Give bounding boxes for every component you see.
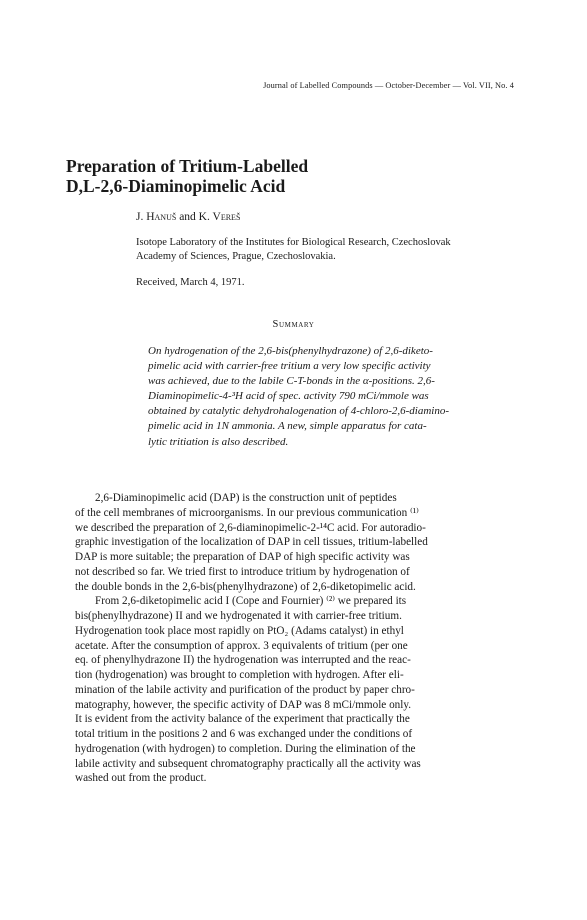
body-line: acetate. After the consumption of approx. 3 equivalents of tritium (per one [75,639,408,652]
author-2-initial: K. V [198,211,221,223]
author-1-initial: J. H [136,211,155,223]
body-line: we described the preparation of 2,6-diaminopimelic-2-¹⁴C acid. For autoradio- [75,521,426,534]
abstract-line: obtained by catalytic dehydrohalogenation of 4-chloro-2,6-diamino- [148,405,450,418]
body-line: graphic investigation of the localization of DAP in cell tissues, tritium-labelled [75,536,428,549]
body-text [75,491,513,786]
body-line: bis(phenylhydrazone) II and we hydrogenated it with carrier-free tritium. [75,610,402,622]
body-line: the double bonds in the 2,6-bis(phenylhydrazone) of 2,6-diketopimelic acid. [75,580,416,593]
author-1-surname: anuš [154,211,177,223]
author-1 [136,211,176,223]
title-line: Preparation of Tritium-Labelled [66,156,309,176]
running-head: Journal of Labelled Compounds — October-December — Vol. VII, No. 4 [263,81,514,90]
body-line: From 2,6-diketopimelic acid I (Cope and Fournier) ⁽²⁾ we prepared its [95,595,407,608]
abstract-line: pimelic acid with carrier-free tritium a very low specific activity [148,360,431,373]
body-line: It is evident from the activity balance of the experiment that practically the [75,713,410,726]
body-line: eq. of phenylhydrazone II) the hydrogenation was interrupted and the reac- [75,654,411,667]
body-line: not described so far. We tried first to introduce tritium by hydrogenation of [75,565,410,578]
abstract-line: Diaminopimelic-4-³H acid of spec. activity 790 mCi/mmole was [148,390,429,403]
author-2 [199,211,241,223]
abstract-line: was achieved, due to the labile C-T-bonds in the α-positions. 2,6- [148,375,435,388]
body-line: hydrogenation (with hydrogen) to completion. During the elimination of the [75,742,416,755]
affiliation-line: Academy of Sciences, Prague, Czechoslovakia. [136,251,336,262]
body-line: of the cell membranes of microorganisms. In our previous communication ⁽¹⁾ [75,506,419,519]
body-line: Hydrogenation took place most rapidly on PtO₂ (Adams catalyst) in ethyl [75,624,404,637]
summary-heading: Summary [272,319,315,330]
abstract-line: lytic tritiation is also described. [148,435,289,448]
body-line: washed out from the product. [75,772,207,785]
author-line [136,211,240,223]
body-line: 2,6-Diaminopimelic acid (DAP) is the construction unit of peptides [95,492,397,504]
title-line: D,L-2,6-Diaminopimelic Acid [66,176,286,196]
body-line: matography, however, the specific activity of DAP was 8 mCi/mmole only. [75,698,412,711]
abstract-line: On hydrogenation of the 2,6-bis(phenylhydrazone) of 2,6-diketo- [148,345,433,357]
body-line: tion (hydrogenation) was brought to completion with hydrogen. After eli- [75,669,404,681]
author-2-surname: ereš [220,211,241,223]
body-line: DAP is more suitable; the preparation of DAP of high specific activity was [75,551,410,563]
body-line: labile activity and subsequent chromatography practically all the activity was [75,757,421,770]
article-title [66,156,506,196]
affiliation-line: Isotope Laboratory of the Institutes for Biological Research, Czechoslovak [136,237,451,248]
received-date: Received, March 4, 1971. [136,277,245,288]
author-joiner: and [176,211,199,223]
abstract [148,344,513,450]
body-line: total tritium in the positions 2 and 6 was exchanged under the conditions of [75,728,413,740]
body-line: mination of the labile activity and purification of the product by paper chro- [75,683,415,696]
affiliation [136,236,526,264]
abstract-line: pimelic acid in 1N ammonia. A new, simple apparatus for cata- [148,420,427,433]
